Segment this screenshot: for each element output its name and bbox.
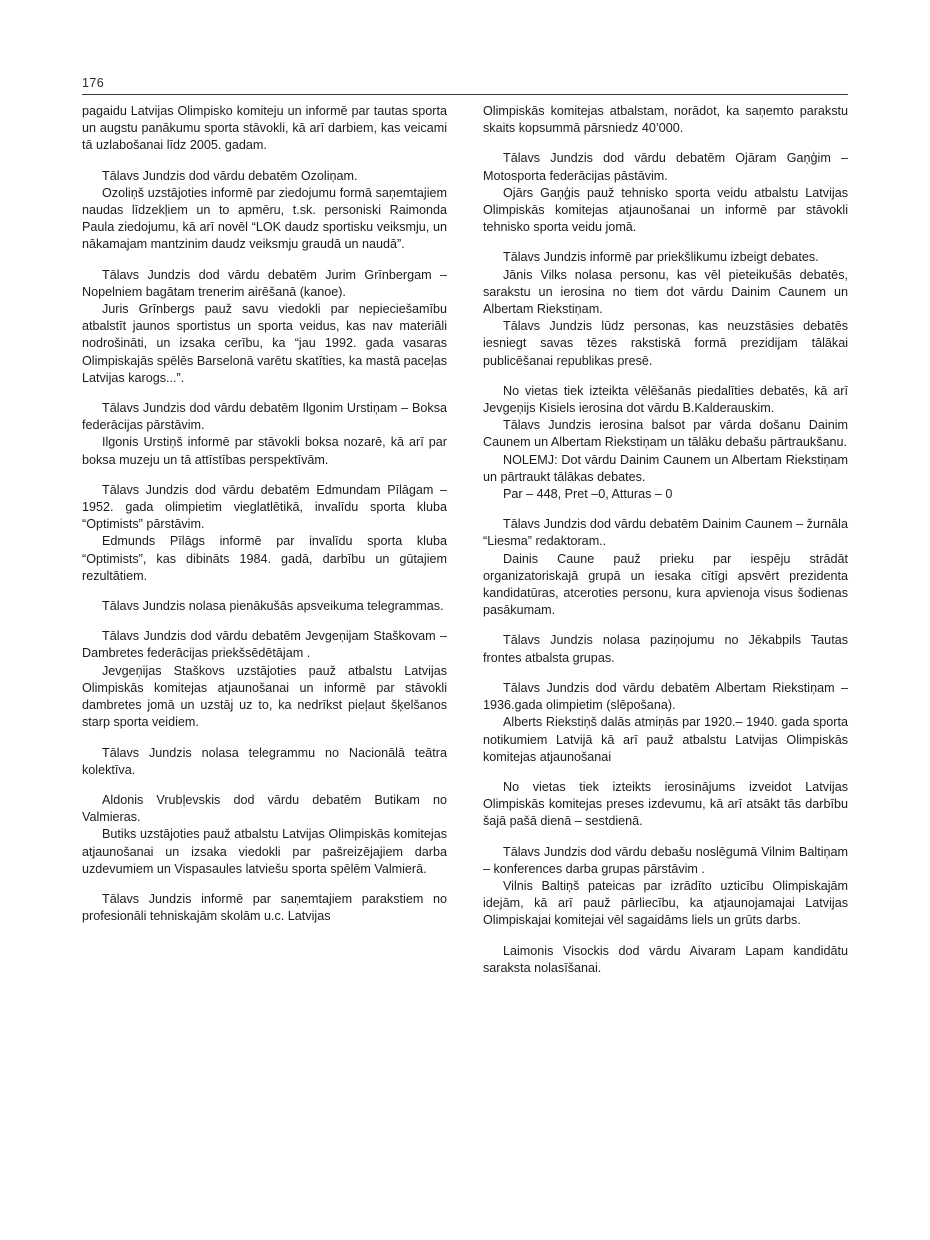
paragraph: Tālavs Jundzis dod vārdu debašu noslēgumā Vilnim Baltiņam – konferences darba grupas pārstāvim . — [483, 844, 848, 876]
paragraph: Ojārs Gaņģis pauž tehnisko sporta veidu atbalstu Latvijas Olimpiskās komitejas atjaunošanai un informē par stāvokli tehnisko sporta veidu jomā. — [483, 185, 848, 235]
page-number: 176 — [82, 76, 105, 90]
paragraph: Tālavs Jundzis nolasa pienākušās apsveikuma telegrammas. — [102, 599, 444, 614]
paragraph: Par – 448, Pret –0, Atturas – 0 — [503, 487, 673, 502]
paragraph: No vietas tiek izteikta vēlēšanās piedalīties debatēs, kā arī Jevgeņijs Kisiels ierosina dot vārdu B.Kalderauskim. — [483, 383, 848, 416]
text-columns — [82, 103, 848, 1183]
paragraph: Vilnis Baltiņš pateicas par izrādīto uzticību Olimpiskajām idejām, kā arī pauž pārliecību, ka atjaunojamajai Latvijas Olimpiskajai komitejai vēl sagaidāms liels un grūts darbs. — [483, 878, 848, 928]
paragraph: Jevgeņijas Staškovs uzstājoties pauž atbalstu Latvijas Olimpiskās komitejas atjaunošanai un informē par stāvokli dambretes jomā un uzstāj uz to, ka nedrīkst pieļaut šķelšanos starp sporta veidiem. — [82, 663, 447, 730]
paragraph: NOLEMJ: Dot vārdu Dainim Caunem un Albertam Riekstiņam un pārtraukt tālākas debates. — [483, 452, 848, 484]
paragraph: No vietas tiek izteikts ierosinājums izveidot Latvijas Olimpiskās komitejas preses izdevumu, kā arī atsākt tās darbību šajā pašā dienā – sestdienā. — [483, 779, 848, 829]
paragraph: Jānis Vilks nolasa personu, kas vēl pieteikušās debatēs, sarakstu un ierosina no tiem dot vārdu Dainim Caunem un Albertam Riekstiņam. — [483, 267, 848, 317]
paragraph: Tālavs Jundzis dod vārdu debatēm Albertam Riekstiņam – 1936.gada olimpietim (slēpošana). — [483, 680, 848, 713]
paragraph: Ilgonis Urstiņš informē par stāvokli boksa nozarē, kā arī par boksa muzeju un tā attīstības perspektīvām. — [82, 435, 447, 467]
paragraph: Tālavs Jundzis dod vārdu debatēm Edmundam Pīlāgam – 1952. gada olimpietim vieglatlētikā, invalīdu sporta kluba “Optimists” pārstāvim. — [82, 482, 447, 532]
paragraph: Tālavs Jundzis nolasa paziņojumu no Jēkabpils Tautas frontes atbalsta grupas. — [483, 633, 848, 665]
paragraph: Alberts Riekstiņš dalās atmiņās par 1920.– 1940. gada sporta notikumiem Latvijā kā arī pauž atbalstu Latvijas Olimpiskās komitejas atjaunošanai — [483, 715, 848, 764]
paragraph: Tālavs Jundzis dod vārdu debatēm Ojāram Gaņģim – Motosporta federācijas pāstāvim. — [483, 151, 848, 183]
paragraph: Tālavs Jundzis dod vārdu debatēm Dainim Caunem – žurnāla “Liesma” redaktoram.. — [483, 517, 848, 549]
paragraph: Aldonis Vrubļevskis dod vārdu debatēm Butikam no Valmieras. — [82, 792, 447, 825]
paragraph: Tālavs Jundzis ierosina balsot par vārda došanu Dainim Caunem un Albertam Riekstiņam un tālāku debašu pārtraukšanu. — [483, 418, 848, 450]
paragraph: Tālavs Jundzis informē par priekšlikumu izbeigt debates. — [503, 250, 819, 265]
paragraph: Tālavs Jundzis informē par saņemtajiem parakstiem no profesionāli tehniskajām skolām u.c. Latvijas — [82, 891, 447, 924]
paragraph: Edmunds Pīlāgs informē par invalīdu sporta kluba “Optimists”, kas dibināts 1984. gadā, darbību un gūtajiem rezultātiem. — [82, 534, 447, 583]
paragraph: Ozoliņš uzstājoties informē par ziedojumu formā saņemtajiem naudas līdzekļiem un to apmēru, t.sk. personiski Raimonda Paula ziedojumu, kā arī novēl “LOK daudz sportisku veiksmju, un nākamajam mantzinim daudz veiksmju graudā un naudā”. — [82, 185, 447, 252]
paragraph: Laimonis Visockis dod vārdu Aivaram Lapam kandidātu saraksta nolasīšanai. — [483, 943, 848, 975]
paragraph: Dainis Caune pauž prieku par iespēju strādāt organizatoriskajā grupā un iesaka cītīgi apsvērt prezidenta kandidatūras, atceroties personu, kura apvienoja visus šodienas pasākumam. — [483, 551, 848, 618]
paragraph: Tālavs Jundzis dod vārdu debatēm Ilgonim Urstiņam – Boksa federācijas pārstāvim. — [82, 401, 447, 433]
paragraph: Tālavs Jundzis lūdz personas, kas neuzstāsies debatēs iesniegt savas tēzes rakstiskā formā prezidijam tālākai publicēšanai republikas presē. — [483, 319, 848, 368]
paragraph: Tālavs Jundzis nolasa telegrammu no Nacionālā teātra kolektīva. — [82, 745, 447, 777]
paragraph: Juris Grīnbergs pauž savu viedokli par nepieciešamību atbalstīt jaunos sportistus un sporta veidus, kas nav materiāli nodrošināti, un izsaka cerību, ka “jau 1992. gada vasaras Olimpiskajās spēlēs Barselonā varētu skatīties, ka mastā paceļas Latvijas karogs...”. — [82, 302, 447, 385]
header-rule — [82, 94, 848, 95]
right-column — [483, 103, 848, 1183]
paragraph: Olimpiskās komitejas atbalstam, norādot, ka saņemto parakstu skaits kopsummā pārsniedz 40’000. — [483, 104, 848, 136]
paragraph: pagaidu Latvijas Olimpisko komiteju un informē par tautas sporta un augstu panākumu sporta stāvokli, kā arī darbiem, kas veicami tā uzlabošanai līdz 2005. gadam. — [82, 104, 447, 153]
paragraph: Tālavs Jundzis dod vārdu debatēm Jurim Grīnbergam – Nopelniem bagātam trenerim airēšanā (kanoe). — [82, 267, 447, 299]
paragraph: Tālavs Jundzis dod vārdu debatēm Ozoliņam. — [102, 168, 358, 183]
paragraph: Tālavs Jundzis dod vārdu debatēm Jevgeņijam Staškovam – Dambretes federācijas priekšsēdētājam . — [82, 629, 447, 661]
page-header — [82, 76, 848, 95]
paragraph: Butiks uzstājoties pauž atbalstu Latvijas Olimpiskās komitejas atjaunošanai un izsaka viedokli par pašreizējajiem darba uzdevumiem un Vispasaules latviešu sporta spēlēm Valmierā. — [82, 827, 447, 876]
left-column — [82, 103, 447, 1183]
